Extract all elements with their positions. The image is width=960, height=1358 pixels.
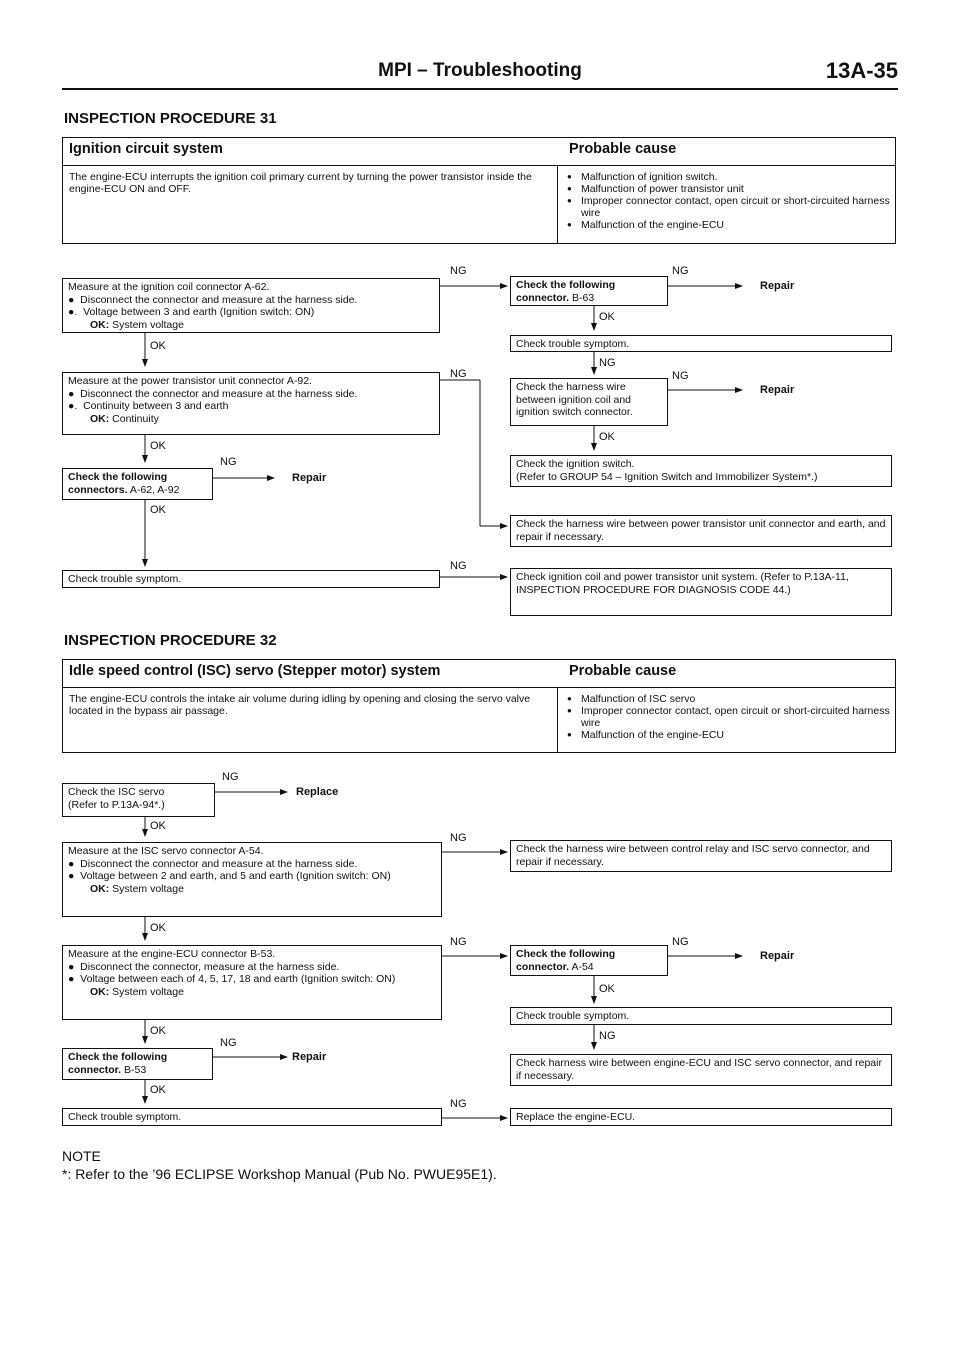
ng-label: NG <box>599 1030 616 1042</box>
table-31-col1-header: Ignition circuit system <box>69 141 223 157</box>
procedure-31-title: INSPECTION PROCEDURE 31 <box>64 110 277 127</box>
step-31-measure-ignition-coil: Measure at the ignition coil connector A-62. ● Disconnect the connector and measure at the harness side. ●. Voltage between 3 and earth (Ignition switch: ON) OK: System voltage <box>62 278 440 333</box>
note-text: *: Refer to the ’96 ECLIPSE Workshop Manual (Pub No. PWUE95E1). <box>62 1166 497 1182</box>
step-32-check-trouble-symptom-2: Check trouble symptom. <box>510 1007 892 1025</box>
cause-item: ● Improper connector contact, open circuit or short-circuited harness wire <box>565 195 895 219</box>
ok-label: OK <box>599 311 615 323</box>
ng-label: NG <box>450 832 467 844</box>
step-31-check-trouble-symptom: Check trouble symptom. <box>62 570 440 588</box>
ng-label: NG <box>450 368 467 380</box>
ok-label: OK <box>150 1084 166 1096</box>
ng-label: NG <box>220 456 237 468</box>
step-32-check-connector-a54: Check the following connector. A-54 <box>510 945 668 976</box>
cause-item: ● Malfunction of the engine-ECU <box>565 219 895 231</box>
step-31-check-ignition-switch: Check the ignition switch. (Refer to GROUP 54 – Ignition Switch and Immobilizer System*.) <box>510 455 892 487</box>
repair-label: Repair <box>760 280 795 292</box>
ng-label: NG <box>450 265 467 277</box>
ok-label: OK <box>599 983 615 995</box>
ng-label: NG <box>672 265 689 277</box>
table-31-description: The engine-ECU interrupts the ignition coil primary current by turning the power transistor inside the engine-ECU ON and OFF. <box>69 171 532 195</box>
step-31-check-ignition-coil-system: Check ignition coil and power transistor unit system. (Refer to P.13A-11, INSPECTION PROCEDURE FOR DIAGNOSIS CODE 44.) <box>510 568 892 616</box>
repair-label: Repair <box>292 472 327 484</box>
cause-item: ● Malfunction of the engine-ECU <box>565 729 895 741</box>
step-32-measure-ecu-connector: Measure at the engine-ECU connector B-53. ● Disconnect the connector, measure at the harness side. ● Voltage between each of 4, 5, 17, 18 and earth (Ignition switch: ON) OK: System voltage <box>62 945 442 1020</box>
step-32-check-trouble-symptom: Check trouble symptom. <box>62 1108 442 1126</box>
ng-label: NG <box>450 1098 467 1110</box>
ng-label: NG <box>450 936 467 948</box>
ok-label: OK <box>599 431 615 443</box>
step-32-check-harness-control-relay: Check the harness wire between control relay and ISC servo connector, and repair if necessary. <box>510 840 892 872</box>
table-32-description: The engine-ECU controls the intake air volume during idling by opening and closing the servo valve located in the bypass air passage. <box>69 693 531 717</box>
table-32-col2-header: Probable cause <box>569 663 677 679</box>
ng-label: NG <box>599 357 616 369</box>
repair-label: Repair <box>760 950 795 962</box>
step-31-check-connectors: Check the following connectors. A-62, A-92 <box>62 468 213 500</box>
step-32-measure-isc-connector: Measure at the ISC servo connector A-54. ● Disconnect the connector and measure at the harness side. ● Voltage between 2 and earth, and 5 and earth (Ignition switch: ON) OK: System voltage <box>62 842 442 917</box>
step-31-measure-power-transistor: Measure at the power transistor unit connector A-92. ● Disconnect the connector and measure at the harness side. ●. Continuity between 3 and earth OK: Continuity <box>62 372 440 435</box>
cause-item: ● Improper connector contact, open circuit or short-circuited harness wire <box>565 705 895 729</box>
ng-label: NG <box>220 1037 237 1049</box>
step-32-check-harness-ecu-isc: Check harness wire between engine-ECU and ISC servo connector, and repair if necessary. <box>510 1054 892 1086</box>
repair-label: Repair <box>760 384 795 396</box>
cause-item: ● Malfunction of power transistor unit <box>565 183 895 195</box>
step-32-check-isc-servo: Check the ISC servo (Refer to P.13A-94*.) <box>62 783 215 817</box>
table-31-col2-header: Probable cause <box>569 141 677 157</box>
ng-label: NG <box>672 936 689 948</box>
cause-item: ● Malfunction of ISC servo <box>565 693 895 705</box>
ng-label: NG <box>672 370 689 382</box>
step-31-check-harness-wire: Check the harness wire between ignition coil and ignition switch connector. <box>510 378 668 426</box>
ng-label: NG <box>222 771 239 783</box>
page-header-title: MPI – Troubleshooting <box>378 60 582 81</box>
step-31-check-harness-power-transistor: Check the harness wire between power transistor unit connector and earth, and repair if necessary. <box>510 515 892 547</box>
cause-item: ● Malfunction of ignition switch. <box>565 171 895 183</box>
ok-label: OK <box>150 922 166 934</box>
ok-label: OK <box>150 504 166 516</box>
ok-label: OK <box>150 1025 166 1037</box>
step-32-check-connector-b53: Check the following connector. B-53 <box>62 1048 213 1080</box>
table-32-col1-header: Idle speed control (ISC) servo (Stepper motor) system <box>69 663 441 679</box>
replace-label: Replace <box>296 786 339 798</box>
procedure-32-title: INSPECTION PROCEDURE 32 <box>64 632 277 649</box>
table-32-causes <box>559 693 901 741</box>
repair-label: Repair <box>292 1051 327 1063</box>
ok-label: OK <box>150 340 166 352</box>
ok-label: OK <box>150 820 166 832</box>
step-31-check-connector-b63: Check the following connector. B-63 <box>510 276 668 306</box>
ok-label: OK <box>150 440 166 452</box>
note-title: NOTE <box>62 1148 101 1164</box>
step-32-replace-ecu: Replace the engine-ECU. <box>510 1108 892 1126</box>
procedure-32-cause-table <box>62 659 896 753</box>
ng-label: NG <box>450 560 467 572</box>
page-number: 13A-35 <box>825 58 898 83</box>
step-31-check-trouble-symptom-2: Check trouble symptom. <box>510 335 892 352</box>
